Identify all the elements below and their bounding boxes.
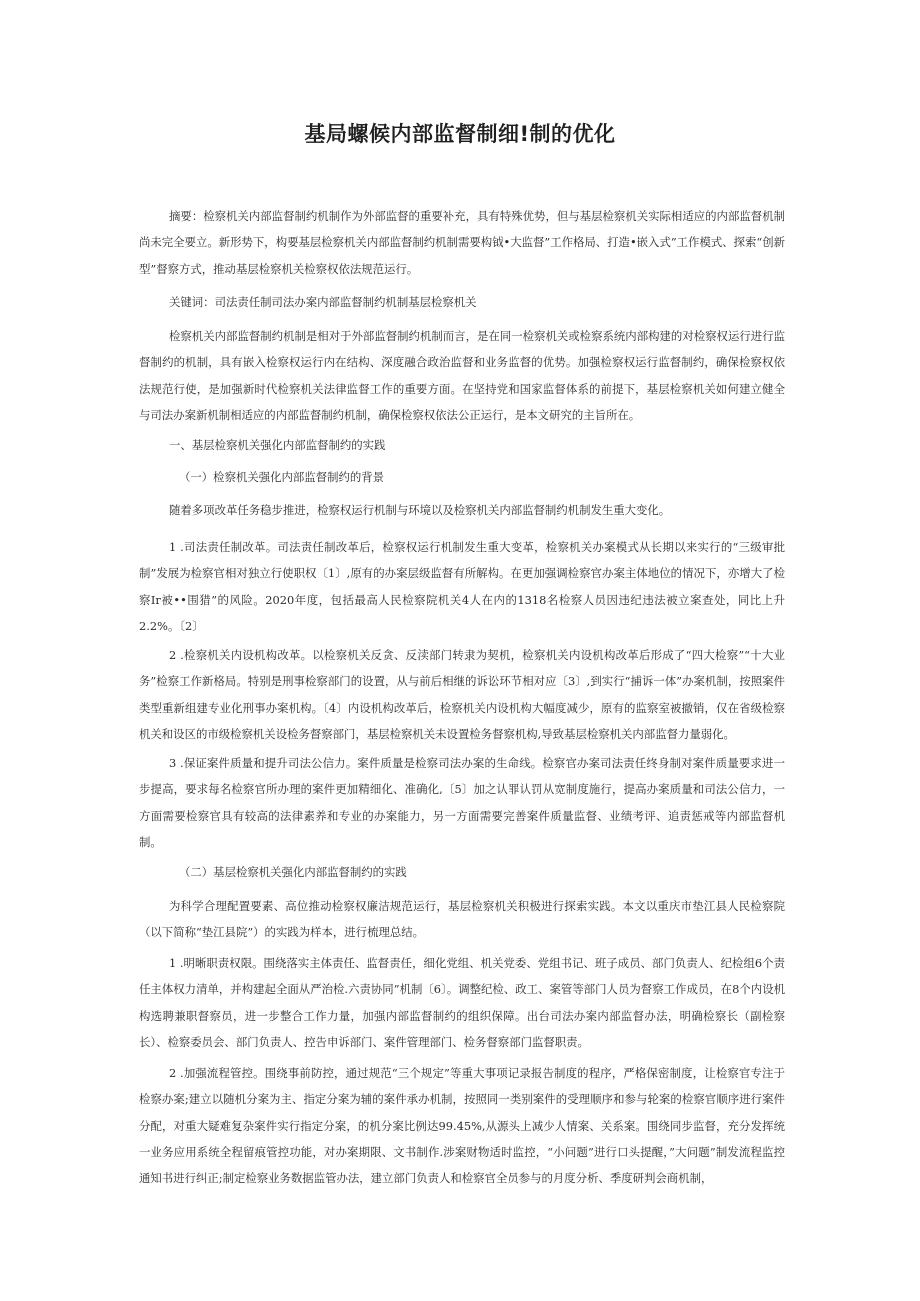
body-paragraph: 1 .司法责任制改革。司法责任制改革后，检察权运行机制发生重大变革，检察机关办案模式从长期以来实行的“三级审批制”发展为检察官相对独立行使职权〔1〕,原有的办案层级监督有所解构。在更加强调检察官办案主体地位的情况下，亦增大了检察Ir被••围猎”的风险。2020年度，包括最高人民检察院机关4人在内的1318名检察人员因违纪违法被立案查处，同比上升2.2%。〔2〕 xyxy=(139,540,785,633)
section-heading: 一、基层检察机关强化内部监督制约的实践 xyxy=(169,438,386,452)
body-paragraph: 1 .明晰职责权限。围绕落实主体责任、监督责任，细化党组、机关党委、党组书记、班子成员、部门负责人、纪检组6个责任主体权力清单，并构建起全面从严治检.六责协同”机制〔6〕。调整纪检、政工、案管等部门人员为督察工作成员，在8个内设机构选聘兼职督察员，进一步整合工作力量，加强内部监督制约的组织保障。出台司法办案内部监督办法，明确检察长（副检察长）、检察委员会、部门负责人、控告申诉部门、案件管理部门、检务督察部门监督职责。 xyxy=(139,956,785,1049)
body-paragraph: 2 .加强流程管控。围绕事前防控，通过规范“三个规定”等重大事项记录报告制度的程序，严格保密制度，让检察官专注于检察办案;建立以随机分案为主、指定分案为辅的案件承办机制，按照同一类别案件的受理顺序和参与轮案的检察官顺序进行案件分配，对重大疑难复杂案件实行指定分案，的机分案比例达99.45%,从源头上减少人情案、关系案。围绕同步监督，充分发挥统一业务应用系统全程留痕管控功能，对办案期限、文书制作.涉案财物适时监控，“小问题”进行口头提醒，”大问题”制发流程监控通知书进行纠正;制定检察业务数据监管办法，建立部门负责人和检察官全员参与的月度分析、季度研判会商机制， xyxy=(139,1066,785,1186)
keywords-line: 关键词：司法责任制司法办案内部监督制约机制基层检察机关 xyxy=(169,295,477,309)
subsection-heading: （二）基层检察机关强化内部监督制约的实践 xyxy=(179,865,407,879)
abstract-paragraph: 摘要：检察机关内部监督制约机制作为外部监督的重要补充，具有特殊优势，但与基层检察机关实际相适应的内部监督机制尚未完全要立。新形势下，构要基层检察机关内部监督制约机制需要构钺•大监督”工作格局、打造•嵌入式”工作模式、探索“创新型”督察方式，推动基层检察机关检察权依法规范运行。 xyxy=(139,209,786,276)
intro-paragraph: 检察机关内部监督制约机制是相对于外部监督制约机制而言，是在同一检察机关或检察系统内部构建的对检察权运行进行监督制约的机制，具有嵌入检察权运行内在结构、深度融合政治监督和业务监督的优势。加强检察权运行监督制约，确保检察权依法规范行使，是加强新时代检察机关法律监督工作的重要方面。在坚持党和国家监督体系的前提下，基层检察机关如何建立健全与司法办案新机制相适应的内部监督制约机制，确保检察权依法公正运行，是本文研究的主旨所在。 xyxy=(139,329,785,422)
body-paragraph: 随着多项改革任务稳步推进，检察权运行机制与环境以及检察机关内部监督制约机制发生重大变化。 xyxy=(169,503,671,517)
body-paragraph: 2 .检察机关内设机构改革。以检察机关反贪、反渎部门转隶为契机，检察机关内设机构改革后形成了“四大检察”“十大业务”检察工作新格局。特别是刑事检察部门的设置，从与前后相继的诉讼环节相对应〔3〕,到实行“捕诉一体”办案机制，按照案件类型重新组建专业化刑事办案机构。〔4〕内设机构改革后，检察机关内设机构大幅度减少，原有的监察室被撤销，仅在省级检察机关和设区的市级检察机关设检务督察部门，基层检察机关未设置检务督察机构,导致基层检察机关内部监督力量弱化。 xyxy=(139,648,785,741)
body-paragraph: 为科学合理配置要素、高位推动检察权廉洁规范运行，基层检察机关积极进行探索实践。本文以重庆市垫江县人民检察院（以下简称“垫江县院”）的实践为样本，进行梳理总结。 xyxy=(139,899,785,940)
subsection-heading: （一）检察机关强化内部监督制约的背景 xyxy=(179,470,385,484)
body-paragraph: 3 .保证案件质量和提升司法公信力。案件质量是检察司法办案的生命线。检察官办案司法责任终身制对案件质量要求进一步提高，要求每名检察官所办理的案件更加精细化、准确化,〔5〕加之认罪认罚从宽制度施行，提高办案质量和司法公信力，一方面需要检察官具有较高的法律素养和专业的办案能力，另一方面需要完善案件质量监督、业绩考评、追责惩戒等内部监督机制。 xyxy=(139,756,785,849)
page-title: 基局螺候内部监督制细!制的优化 xyxy=(304,122,616,146)
